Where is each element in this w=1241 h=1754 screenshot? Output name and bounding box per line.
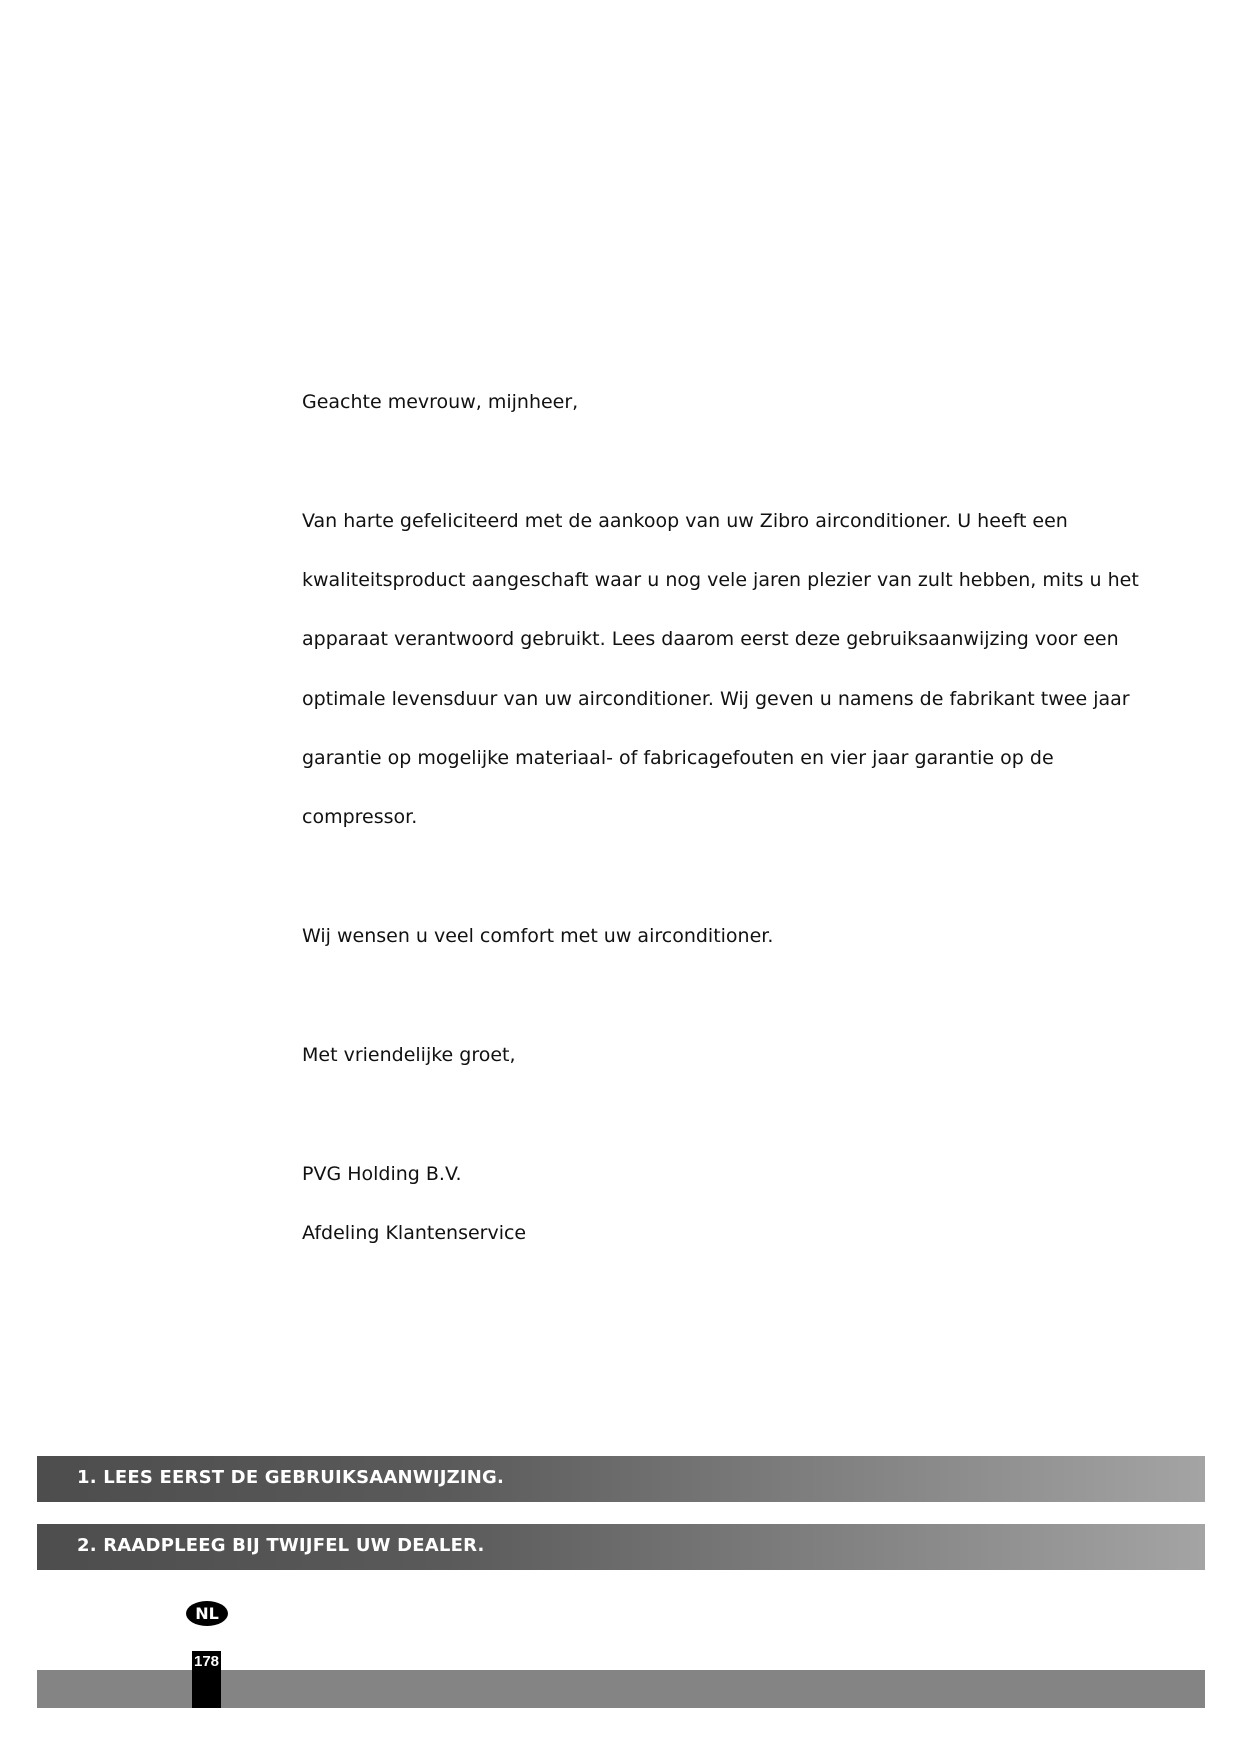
wish-line: Wij wensen u veel comfort met uw airconditioner. — [302, 925, 774, 947]
instruction-banner-2-text: 2. RAADPLEEG BIJ TWIJFEL UW DEALER. — [77, 1535, 485, 1556]
company-name: PVG Holding B.V. — [302, 1163, 462, 1185]
closing-line: Met vriendelijke groet, — [302, 1044, 516, 1066]
instruction-banner-1 — [37, 1456, 1205, 1502]
body-line-2: kwaliteitsproduct aangeschaft waar u nog vele jaren plezier van zult hebben, mits u het — [302, 569, 1139, 591]
salutation: Geachte mevrouw, mijnheer, — [302, 391, 579, 413]
body-line-6: compressor. — [302, 806, 418, 828]
body-line-4: optimale levensduur van uw airconditioner. Wij geven u namens de fabrikant twee jaar — [302, 688, 1130, 710]
instruction-banner-2 — [37, 1524, 1205, 1570]
language-badge: NL — [186, 1601, 228, 1626]
body-line-3: apparaat verantwoord gebruikt. Lees daarom eerst deze gebruiksaanwijzing voor een — [302, 628, 1119, 650]
body-line-5: garantie op mogelijke materiaal- of fabricagefouten en vier jaar garantie op de — [302, 747, 1054, 769]
page-number: 178 — [193, 1653, 220, 1670]
instruction-banner-1-text: 1. LEES EERST DE GEBRUIKSAANWIJZING. — [77, 1467, 505, 1488]
body-line-1: Van harte gefeliciteerd met de aankoop van uw Zibro airconditioner. U heeft een — [302, 510, 1068, 532]
department-name: Afdeling Klantenservice — [302, 1222, 527, 1244]
